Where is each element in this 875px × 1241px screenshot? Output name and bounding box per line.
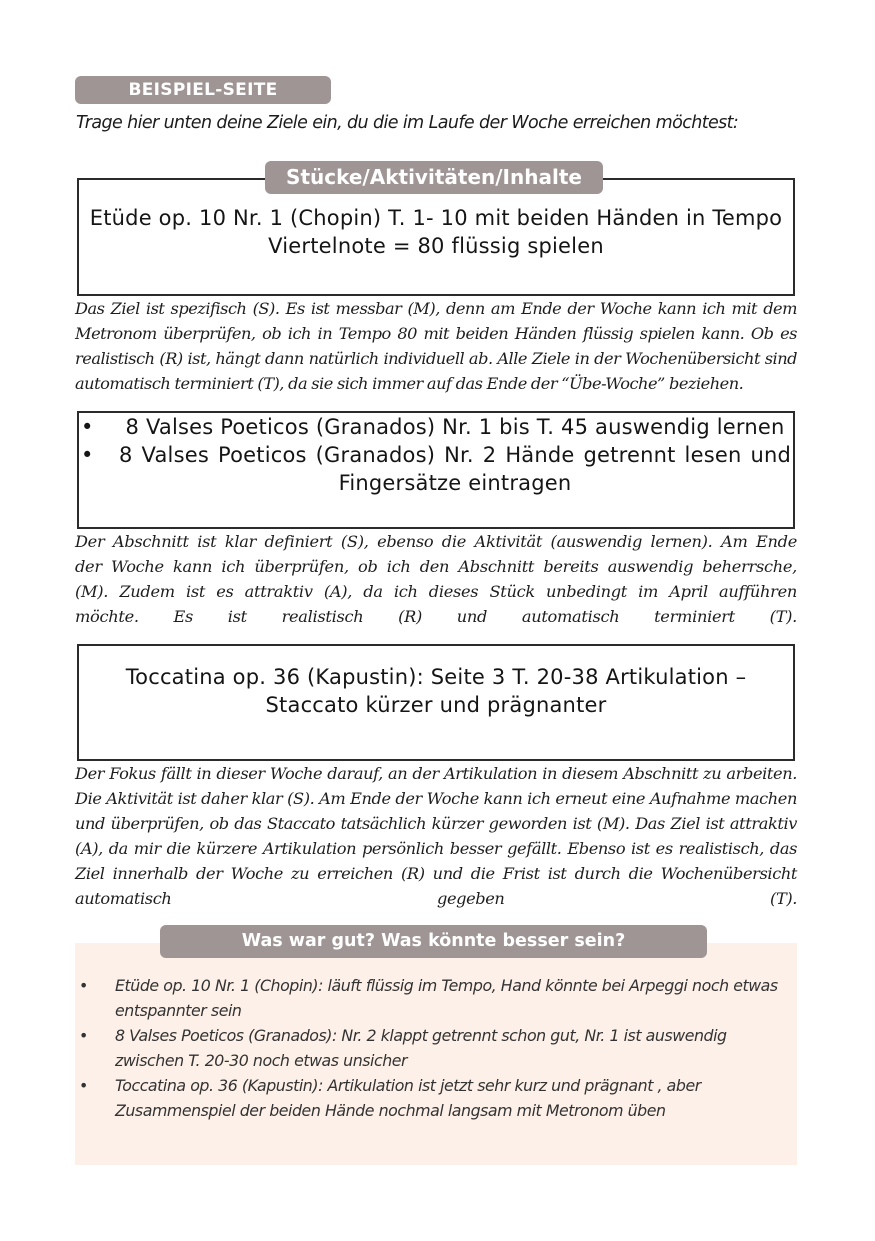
- goal-3-explanation: Der Fokus fällt in dieser Woche darauf, an der Artikulation in diesem Abschnitt zu arbeiten. Die Aktivität ist daher klar (S). Am Ende der Woche kann ich erneut eine Aufnahme machen und überprüfen, ob das Staccato tatsächlich kürzer geworden ist (M). Das Ziel ist attraktiv (A), da mir die kürzere Artikulation persönlich besser gefällt. Ebenso ist es realistisch, das Ziel innerhalb der Woche zu erreichen (R) und die Frist ist durch die Wochenübersicht automatisch gegeben (T).: [75, 764, 797, 908]
- goal-2-item-text: 8 Valses Poeticos (Granados) Nr. 2 Hände getrennt lesen und Fingersätze eintragen: [119, 443, 791, 495]
- review-item-text: Toccatina op. 36 (Kapustin): Artikulation ist jetzt sehr kurz und prägnant , aber Zusammenspiel der beiden Hände nochmal langsam mit Metronom üben: [115, 1076, 701, 1120]
- bullet-icon: •: [81, 415, 94, 439]
- goal-3-text: Toccatina op. 36 (Kapustin): Seite 3 T. 20-38 Artikulation – Staccato kürzer und prägnanter: [125, 665, 747, 717]
- bullet-icon: •: [81, 443, 94, 467]
- review-item: [75, 973, 790, 1023]
- goals-section-label: Stücke/Aktivitäten/Inhalte: [265, 161, 603, 194]
- review-list: [75, 973, 790, 1123]
- goal-2-list: [79, 413, 793, 497]
- goal-box-2[interactable]: [77, 411, 795, 529]
- goal-2-explanation: Der Abschnitt ist klar definiert (S), ebenso die Aktivität (auswendig lernen). Am Ende der Woche kann ich überprüfen, ob ich den Abschnitt bereits auswendig beherrsche, (M). Zudem ist es attraktiv (A), da ich dieses Stück unbedingt im April aufführen möchte. Es ist realistisch (R) und automatisch terminiert (T).: [75, 532, 797, 626]
- goal-box-1[interactable]: [77, 178, 795, 296]
- goal-2-item: [79, 441, 793, 497]
- bullet-icon: •: [79, 1076, 88, 1095]
- review-item: [75, 1073, 790, 1123]
- goal-2-item: [79, 413, 793, 441]
- review-section-label: Was war gut? Was könnte besser sein?: [160, 925, 707, 958]
- goal-2-item-text: 8 Valses Poeticos (Granados) Nr. 1 bis T. 45 auswendig lernen: [125, 415, 785, 439]
- review-item-text: 8 Valses Poeticos (Granados): Nr. 2 klappt getrennt schon gut, Nr. 1 ist auswendig zwischen T. 20-30 noch etwas unsicher: [115, 1026, 727, 1070]
- intro-instruction: Trage hier unten deine Ziele ein, du die im Laufe der Woche erreichen möchtest:: [76, 113, 739, 133]
- example-page-badge: BEISPIEL-SEITE: [75, 76, 331, 104]
- goal-1-explanation: Das Ziel ist spezifisch (S). Es ist messbar (M), denn am Ende der Woche kann ich mit dem Metronom überprüfen, ob ich in Tempo 80 mit beiden Händen flüssig spielen kann. Ob es realistisch (R) ist, hängt dann natürlich individuell ab. Alle Ziele in der Wochenübersicht sind automatisch terminiert (T), da sie sich immer auf das Ende der “Übe-Woche” beziehen.: [75, 299, 797, 393]
- goal-box-3[interactable]: [77, 644, 795, 761]
- review-item-text: Etüde op. 10 Nr. 1 (Chopin): läuft flüssig im Tempo, Hand könnte bei Arpeggi noch etwas entspannter sein: [115, 976, 778, 1020]
- goal-1-text: Etüde op. 10 Nr. 1 (Chopin) T. 1- 10 mit beiden Händen in Tempo Viertelnote = 80 flüssig spielen: [89, 206, 783, 258]
- review-item: [75, 1023, 790, 1073]
- bullet-icon: •: [79, 1026, 88, 1045]
- bullet-icon: •: [79, 976, 88, 995]
